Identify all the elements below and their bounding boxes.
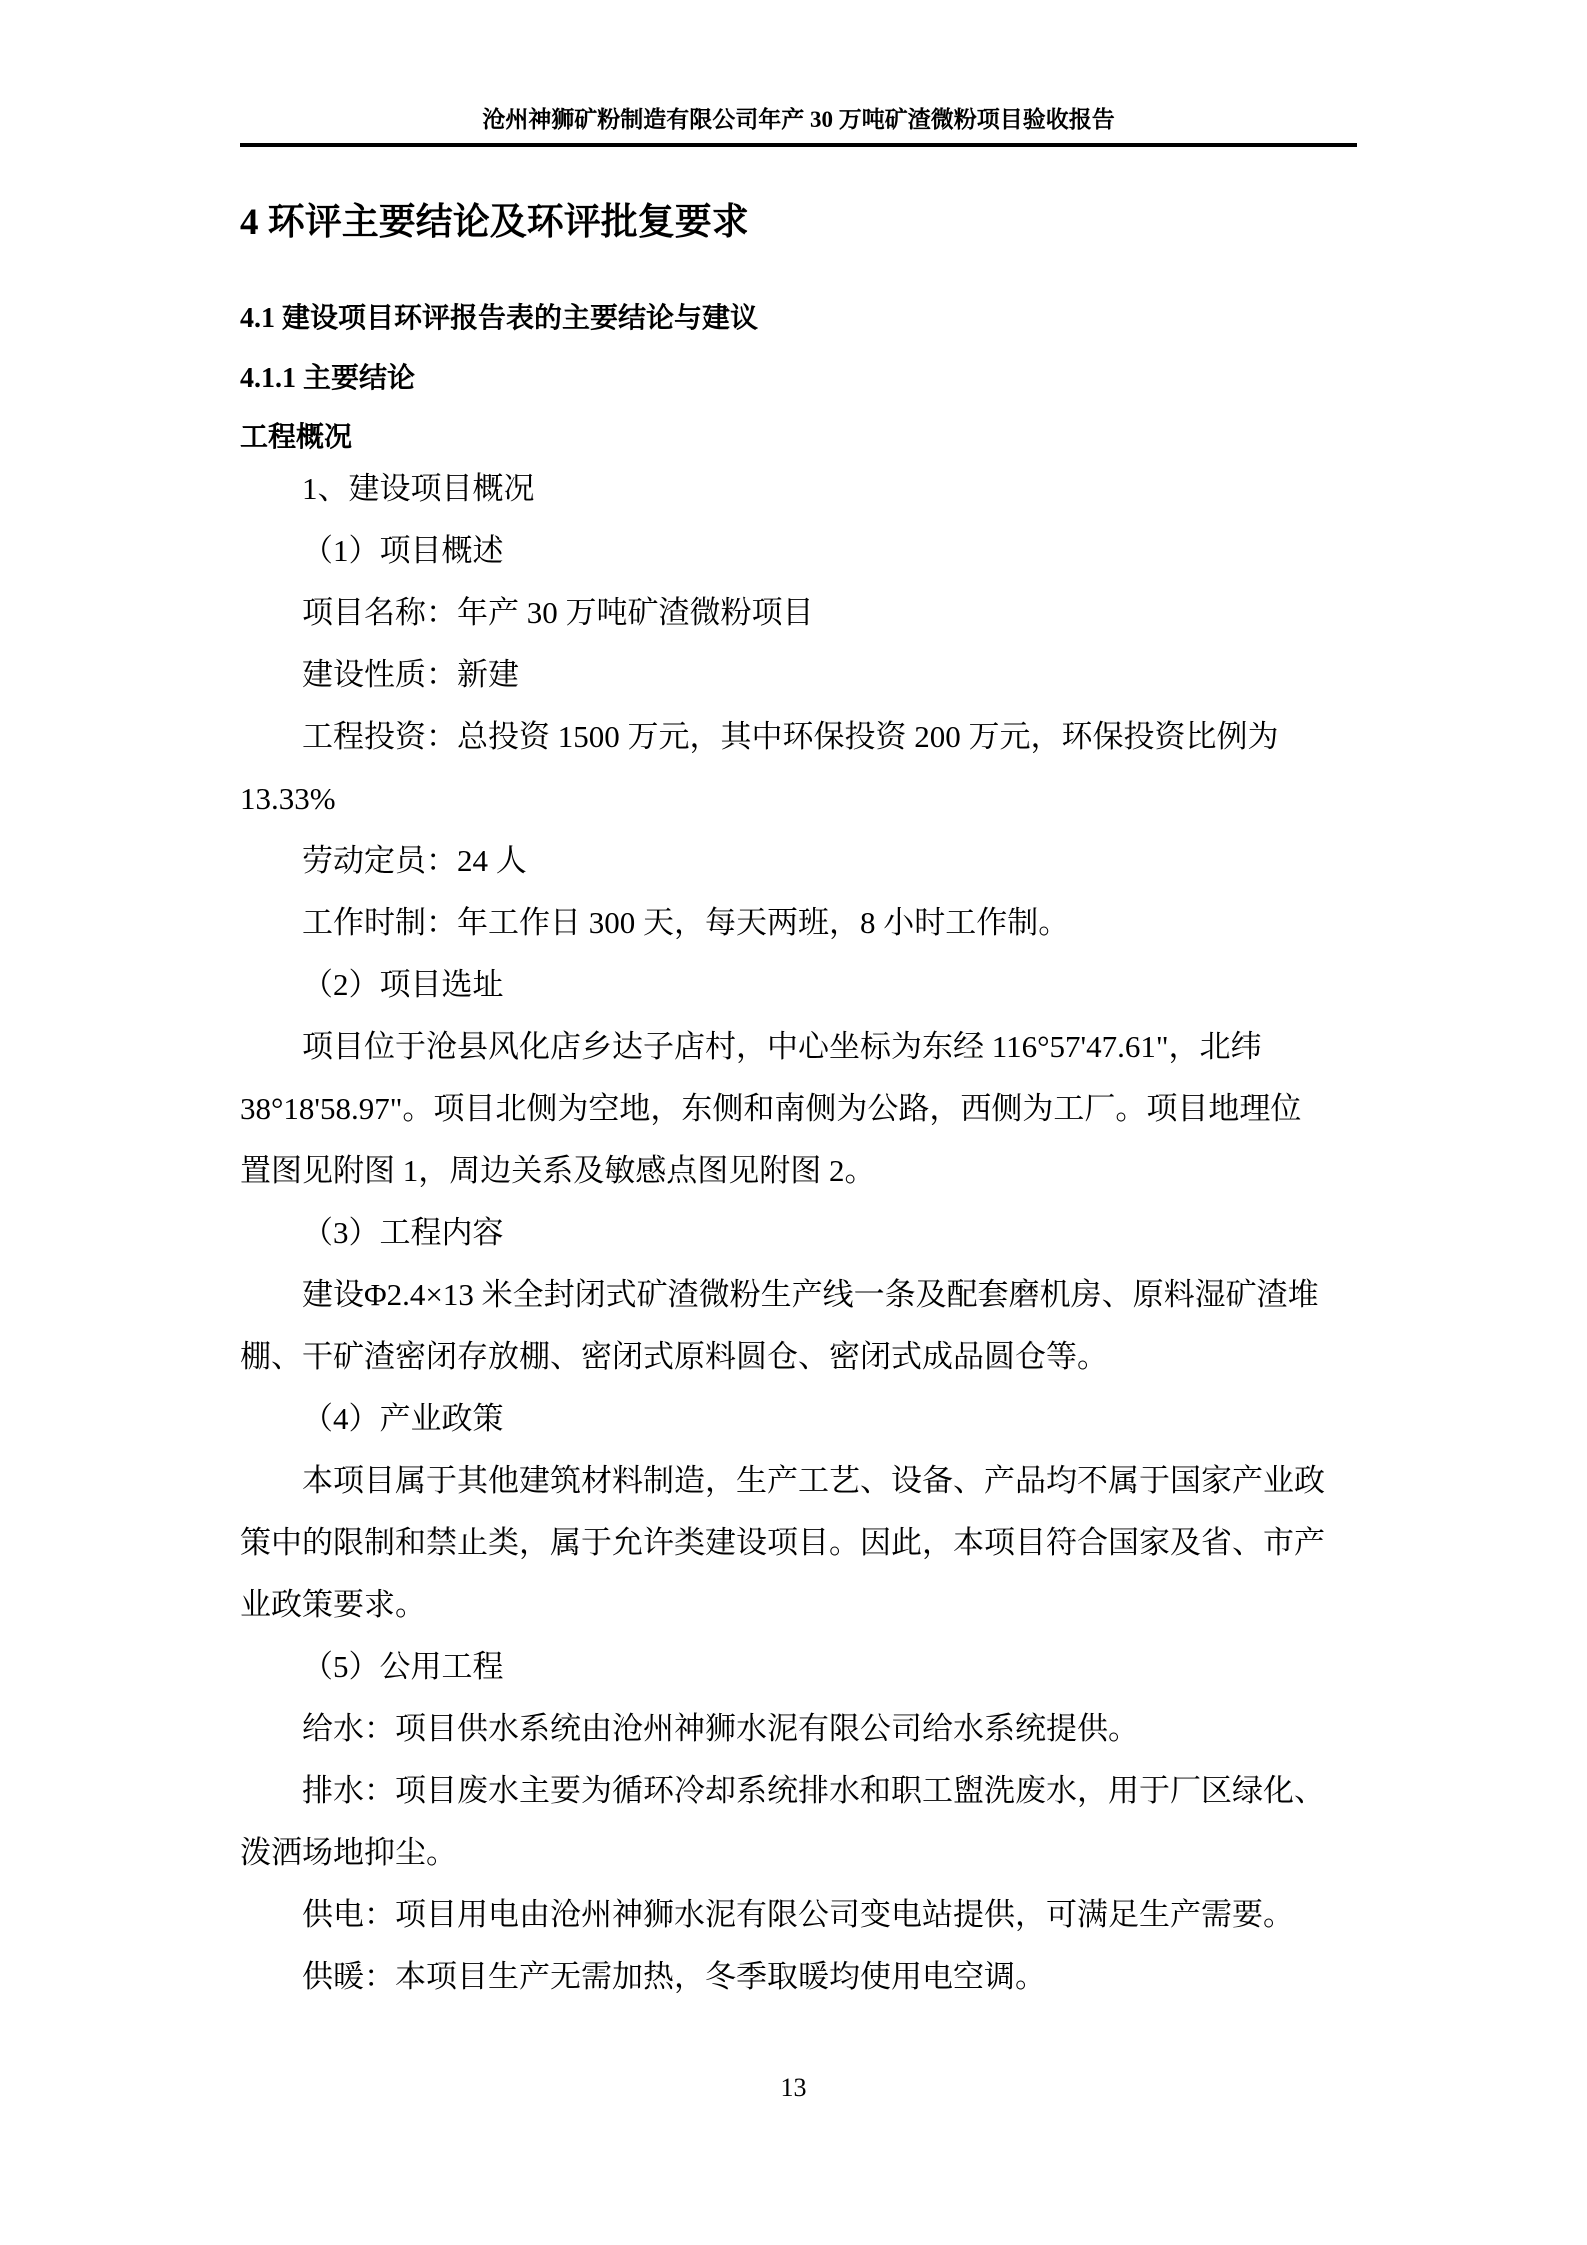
heading-subsection: 4.1.1 主要结论	[240, 363, 416, 394]
body-line: 项目名称：年产 30 万吨矿渣微粉项目	[302, 595, 814, 630]
body-line: 给水：项目供水系统由沧州神狮水泥有限公司给水系统提供。	[302, 1711, 1139, 1746]
body-paragraphs	[240, 458, 1360, 2008]
heading-chapter: 4 环评主要结论及环评批复要求	[240, 202, 749, 243]
body-line: 工程投资：总投资 1500 万元，其中环保投资 200 万元，环保投资比例为	[302, 719, 1279, 754]
body-line: 项目位于沧县风化店乡达子店村，中心坐标为东经 116°57'47.61"，北纬	[302, 1029, 1262, 1064]
page-header	[240, 103, 1357, 147]
body-line: 棚、干矿渣密闭存放棚、密闭式原料圆仓、密闭式成品圆仓等。	[240, 1339, 1108, 1374]
body-line: 建设Φ2.4×13 米全封闭式矿渣微粉生产线一条及配套磨机房、原料湿矿渣堆	[302, 1277, 1319, 1312]
body-line: 策中的限制和禁止类，属于允许类建设项目。因此，本项目符合国家及省、市产	[240, 1525, 1325, 1560]
body-line: 38°18'58.97"。项目北侧为空地，东侧和南侧为公路，西侧为工厂。项目地理位	[240, 1091, 1302, 1126]
body-line: 本项目属于其他建筑材料制造，生产工艺、设备、产品均不属于国家产业政	[302, 1463, 1325, 1498]
body-line: 供暖：本项目生产无需加热，冬季取暖均使用电空调。	[302, 1959, 1046, 1994]
body-line: （3）工程内容	[302, 1215, 504, 1250]
body-line: 业政策要求。	[240, 1587, 426, 1622]
body-line: 建设性质：新建	[302, 657, 519, 692]
body-line: 13.33%	[240, 781, 336, 816]
body-line: （4）产业政策	[302, 1401, 504, 1436]
body-line: （1）项目概述	[302, 533, 504, 568]
body-line: （2）项目选址	[302, 967, 504, 1002]
body-line: 工作时制：年工作日 300 天，每天两班，8 小时工作制。	[302, 905, 1070, 940]
page-footer	[0, 2072, 1587, 2103]
body-line: 1、建设项目概况	[302, 471, 535, 506]
page-number: 13	[780, 2073, 807, 2102]
body-line: （5）公用工程	[302, 1649, 504, 1684]
heading-section: 4.1 建设项目环评报告表的主要结论与建议	[240, 303, 759, 334]
body-line: 置图见附图 1，周边关系及敏感点图见附图 2。	[240, 1153, 876, 1188]
body-line: 泼洒场地抑尘。	[240, 1835, 457, 1870]
heading-project-overview: 工程概况	[240, 422, 353, 453]
document-content	[240, 194, 1360, 2008]
body-line: 供电：项目用电由沧州神狮水泥有限公司变电站提供，可满足生产需要。	[302, 1897, 1294, 1932]
body-line: 劳动定员：24 人	[302, 843, 527, 878]
body-line: 排水：项目废水主要为循环冷却系统排水和职工盥洗废水，用于厂区绿化、	[302, 1773, 1325, 1808]
running-header-title: 沧州神狮矿粉制造有限公司年产 30 万吨矿渣微粉项目验收报告	[482, 107, 1115, 132]
